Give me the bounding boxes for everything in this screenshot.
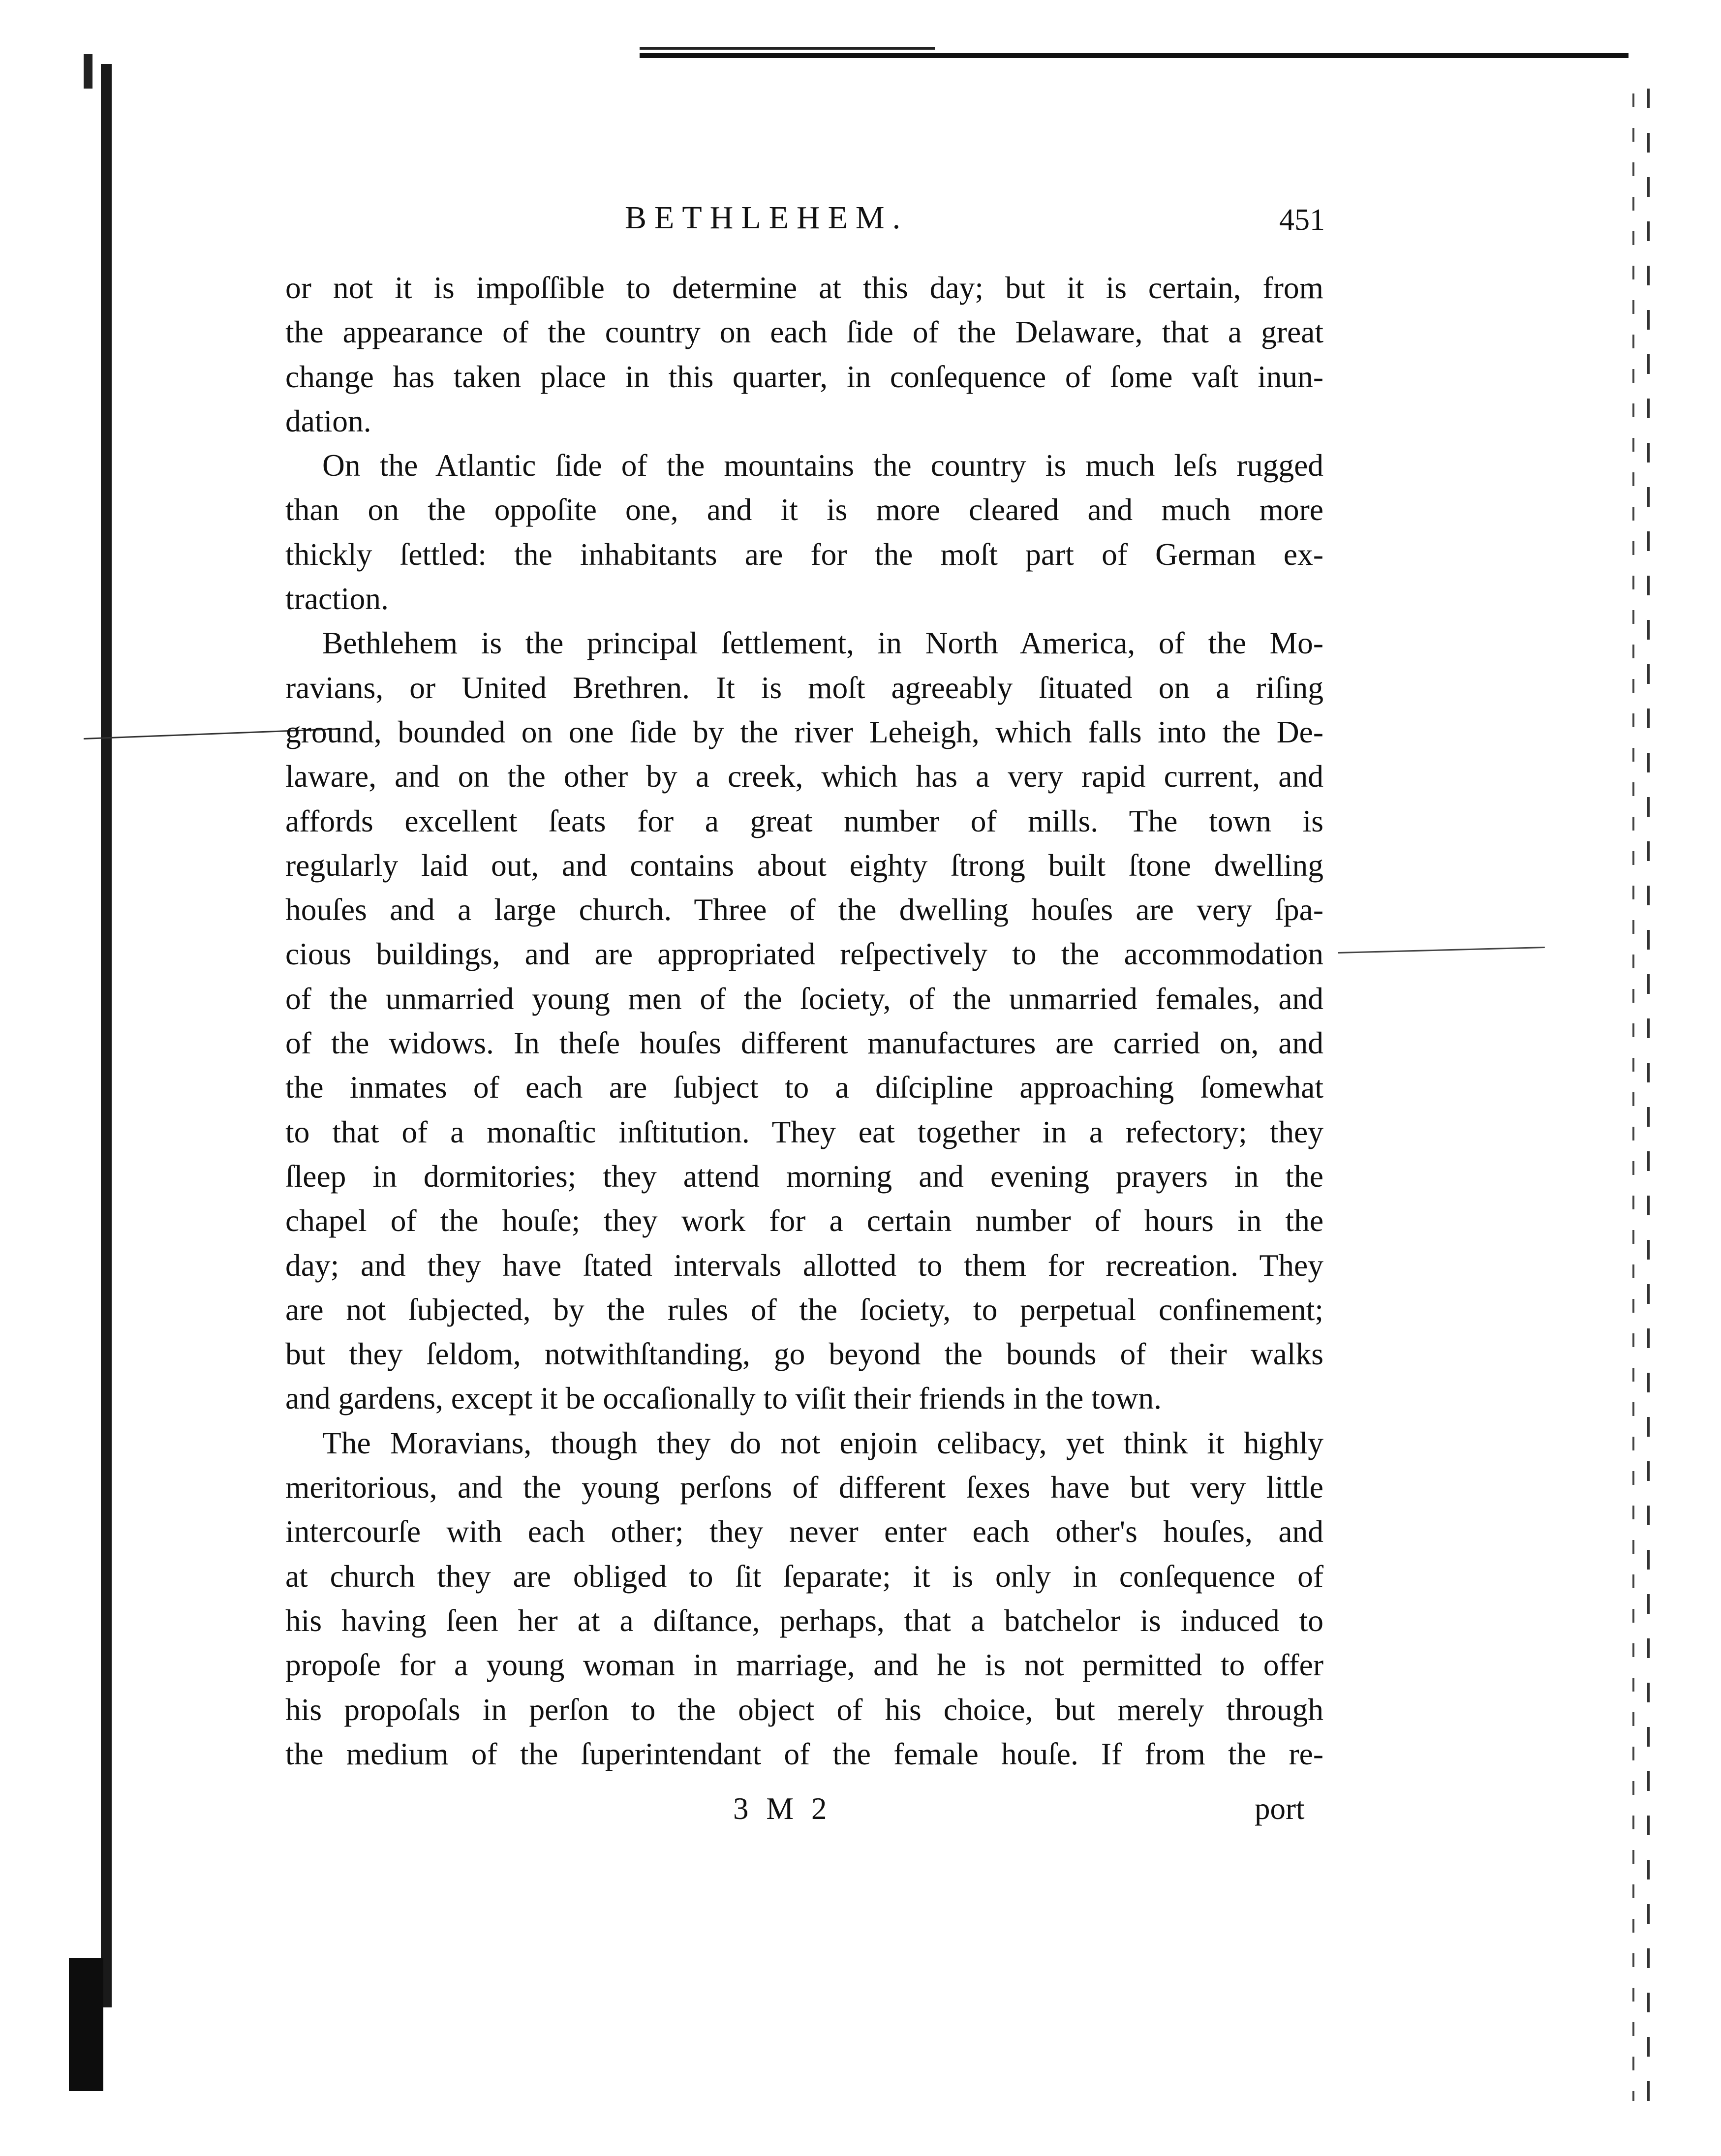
text-line: or not it is impoſſible to determine at this day; but it is certain, from: [285, 270, 1323, 305]
text-line: houſes and a large church. Three of the dwelling houſes are very ſpa-: [285, 892, 1323, 927]
text-line: On the Atlantic ſide of the mountains the country is much leſs rugged: [322, 448, 1323, 483]
text-line: cious buildings, and are appropriated reſpectively to the accommodation: [285, 936, 1323, 972]
scan-gutter-shadow: [101, 64, 112, 2007]
paragraph: [285, 1421, 1323, 1776]
paragraph: [285, 621, 1323, 1420]
text-line: of the widows. In theſe houſes different manufactures are carried on, and: [285, 1025, 1323, 1061]
text-line: propoſe for a young woman in marriage, and he is not permitted to offer: [285, 1647, 1323, 1683]
text-line: his having ſeen her at a diſtance, perhaps, that a batchelor is induced to: [285, 1602, 1323, 1638]
running-head: BETHLEHEM.: [625, 200, 909, 236]
text-line: the appearance of the country on each ſide of the Delaware, that a great: [285, 314, 1323, 350]
text-line: dation.: [285, 403, 371, 438]
text-line: the medium of the ſuperintendant of the female houſe. If from the re-: [285, 1736, 1323, 1771]
paragraph: [285, 266, 1323, 443]
scan-gutter-shadow-bottom: [69, 1958, 103, 2091]
paragraph: [285, 443, 1323, 621]
body-text: [285, 266, 1323, 1776]
text-line: his propoſals in perſon to the object of his choice, but merely through: [285, 1692, 1323, 1727]
text-line: are not ſubjected, by the rules of the ſociety, to perpetual confinement;: [285, 1292, 1323, 1327]
text-line: but they ſeldom, notwithſtanding, go beyond the bounds of their walks: [285, 1336, 1323, 1372]
text-line: of the unmarried young men of the ſociety, of the unmarried females, and: [285, 981, 1323, 1016]
scan-right-edge-outer: [1647, 89, 1650, 2106]
text-line: change has taken place in this quarter, in conſequence of ſome vaſt inun-: [285, 359, 1323, 394]
page-number: 451: [1279, 203, 1325, 237]
scan-top-rule: [640, 53, 1629, 58]
text-line: ſleep in dormitories; they attend morning and evening prayers in the: [285, 1158, 1323, 1194]
scan-top-rule-thin: [640, 47, 935, 50]
text-line: Bethlehem is the principal ſettlement, in North America, of the Mo-: [322, 625, 1323, 661]
text-line: day; and they have ſtated intervals allotted to them for recreation. They: [285, 1247, 1323, 1283]
text-line: thickly ſettled: the inhabitants are for the moſt part of German ex-: [285, 536, 1323, 572]
text-line: intercourſe with each other; they never enter each other's houſes, and: [285, 1514, 1323, 1549]
scan-mark: [84, 54, 92, 89]
signature-mark: 3 M 2: [733, 1791, 832, 1826]
text-line: to that of a monaſtic inſtitution. They eat together in a refectory; they: [285, 1114, 1323, 1149]
text-line: ravians, or United Brethren. It is moſt agreeably ſituated on a riſing: [285, 670, 1323, 705]
catchword: port: [1255, 1791, 1305, 1826]
text-line: chapel of the houſe; they work for a certain number of hours in the: [285, 1203, 1323, 1238]
text-line: affords excellent ſeats for a great number of mills. The town is: [285, 803, 1323, 838]
text-line: than on the oppoſite one, and it is more cleared and much more: [285, 492, 1323, 527]
text-line: ground, bounded on one ſide by the river Leheigh, which falls into the De-: [285, 714, 1323, 749]
text-line: and gardens, except it be occaſionally to viſit their friends in the town.: [285, 1381, 1162, 1416]
text-line: at church they are obliged to ſit ſeparate; it is only in conſequence of: [285, 1558, 1323, 1594]
text-line: traction.: [285, 581, 389, 616]
text-line: regularly laid out, and contains about eighty ſtrong built ſtone dwelling: [285, 847, 1323, 883]
text-line: meritorious, and the young perſons of different ſexes have but very little: [285, 1470, 1323, 1505]
text-line: laware, and on the other by a creek, which has a very rapid current, and: [285, 759, 1323, 794]
text-line: the inmates of each are ſubject to a diſcipline approaching ſomewhat: [285, 1070, 1323, 1105]
scan-stray-line-right: [1338, 947, 1545, 954]
text-line: The Moravians, though they do not enjoin celibacy, yet think it highly: [322, 1425, 1323, 1460]
scan-right-edge: [1632, 93, 1634, 2101]
